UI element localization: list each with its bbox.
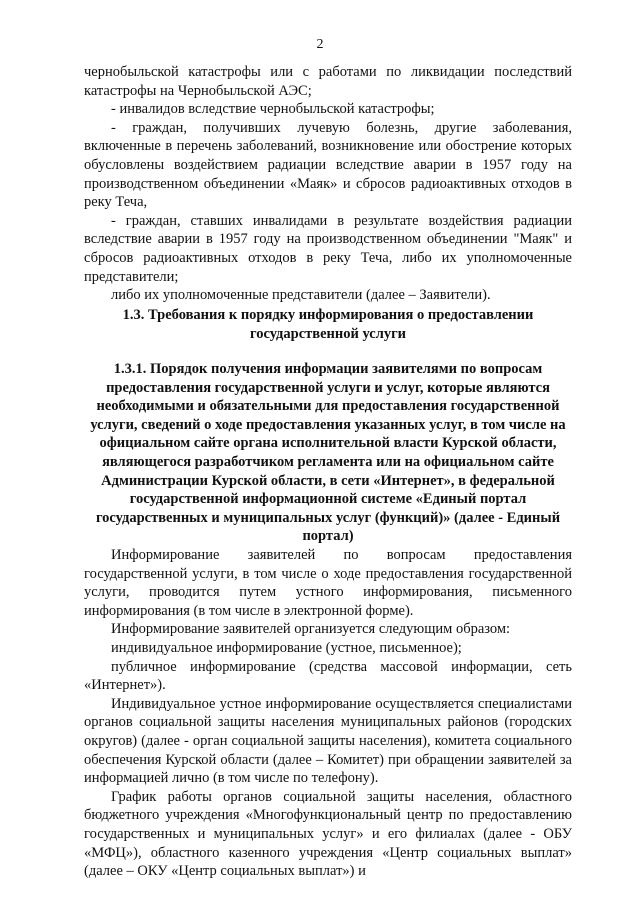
paragraph: - инвалидов вследствие чернобыльской катастрофы;: [111, 101, 435, 118]
section-title: 1.3. Требования к порядку информирования о предоставлении государственной услуги: [122, 307, 534, 342]
paragraph: - граждан, ставших инвалидами в результате воздействия радиации вследствие аварии в 1957 году на производственном объединении "Маяк" и сбросов радиоактивных отходов в реку Теча, либо их уполномоченные представители;: [84, 212, 572, 285]
page-number: 2: [316, 37, 324, 52]
subsection-heading-block: [84, 360, 572, 546]
paragraph: Информирование заявителей по вопросам предоставления государственной услуги, в том числе о ходе предоставления государственной услуги, проводится путем устного информирования, письменного информирования (в том числе в электронной форме).: [84, 547, 572, 619]
body-text: [84, 546, 572, 881]
paragraph: График работы органов социальной защиты населения, областного бюджетного учреждения «Многофункциональный центр по предоставлению государственных и муниципальных услуг» и его филиалах (далее - ОБУ «МФЦ»), областного казенного учреждения «Центр социальных выплат» (далее – ОКУ «Центр социальных выплат») и: [84, 788, 572, 880]
paragraph: чернобыльской катастрофы или с работами по ликвидации последствий катастрофы на Чернобыльской АЭС;: [84, 64, 572, 99]
section-heading-block: [84, 306, 572, 343]
paragraph: либо их уполномоченные представители (далее – Заявители).: [111, 287, 491, 304]
paragraph: публичное информирование (средства массовой информации, сеть «Интернет»).: [84, 658, 572, 694]
paragraph: - граждан, получивших лучевую болезнь, другие заболевания, включенные в перечень заболеваний, возникновение или обострение которых обусловлены воздействием радиации вследствие аварии в 1957 году на производственном объединении «Маяк» и сбросов радиоактивных отходов в реку Теча,: [84, 119, 572, 211]
subsection-title: 1.3.1. Порядок получения информации заявителями по вопросам предоставления государственной услуги и услуг, которые являются необходимыми и обязательными для предоставления государственной услуги, сведений о ходе предоставления указанных услуг, в том числе на официальном сайте органа исполнительной власти Курской области, являющегося разработчиком регламента или на официальном сайте Администрации Курской области, в сети «Интернет», в федеральной государственной информационной системе «Единый портал государственных и муниципальных услуг (функций)» (далее - Единый портал): [90, 361, 566, 545]
paragraph: Индивидуальное устное информирование осуществляется специалистами органов социальной защиты населения муниципальных районов (городских округов) (далее - орган социальной защиты населения), комитета социального обеспечения Курской области (далее – Комитет) при обращении заявителей за информацией лично (в том числе по телефону).: [84, 695, 572, 787]
intro-list: [84, 63, 572, 305]
paragraph: Информирование заявителей организуется следующим образом:: [111, 621, 511, 638]
paragraph: индивидуальное информирование (устное, письменное);: [111, 639, 462, 656]
